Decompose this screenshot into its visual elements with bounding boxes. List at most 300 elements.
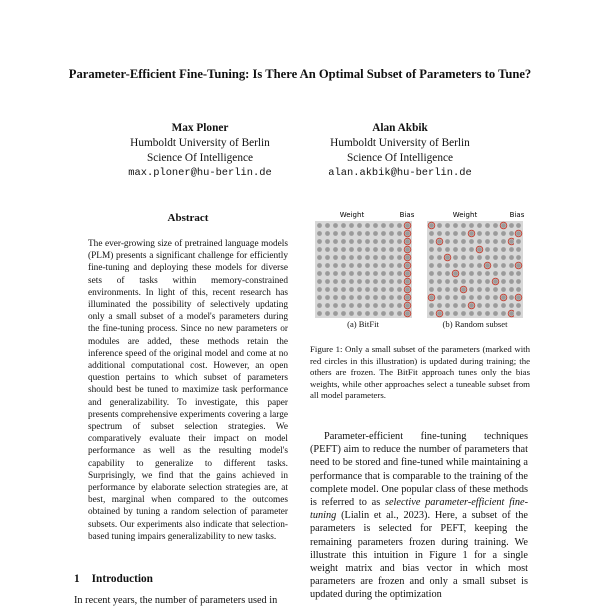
- frozen-parameter: [509, 279, 514, 284]
- frozen-parameter: [389, 271, 394, 276]
- frozen-parameter: [341, 287, 346, 292]
- frozen-parameter: [333, 239, 338, 244]
- frozen-parameter: [317, 271, 322, 276]
- label-weight-a: Weight: [339, 211, 365, 219]
- frozen-parameter: [389, 231, 394, 236]
- frozen-parameter: [437, 287, 442, 292]
- frozen-parameter: [357, 279, 362, 284]
- frozen-parameter: [493, 311, 498, 316]
- author-block: [300, 121, 500, 181]
- section-heading: [74, 573, 153, 585]
- frozen-parameter: [381, 255, 386, 260]
- paper-title: Parameter-Efficient Fine-Tuning: Is There An Optimal Subset of Parameters to Tune?: [68, 67, 532, 81]
- frozen-parameter: [357, 303, 362, 308]
- frozen-parameter: [516, 239, 521, 244]
- body-paragraph: [310, 430, 528, 600]
- frozen-parameter: [437, 239, 442, 244]
- frozen-parameter: [349, 247, 354, 252]
- frozen-parameter: [493, 295, 498, 300]
- frozen-parameter: [445, 311, 450, 316]
- frozen-parameter: [485, 303, 490, 308]
- frozen-parameter: [357, 271, 362, 276]
- frozen-parameter: [429, 255, 434, 260]
- frozen-parameter: [373, 303, 378, 308]
- frozen-parameter: [349, 287, 354, 292]
- frozen-parameter: [325, 263, 330, 268]
- frozen-parameter: [461, 239, 466, 244]
- frozen-parameter: [349, 255, 354, 260]
- frozen-parameter: [485, 295, 490, 300]
- frozen-parameter: [485, 223, 490, 228]
- frozen-parameter: [493, 271, 498, 276]
- frozen-parameter: [325, 271, 330, 276]
- frozen-parameter: [357, 231, 362, 236]
- intro-first-line: In recent years, the number of parameters used in: [74, 595, 278, 606]
- author-block: [100, 121, 300, 181]
- frozen-parameter: [461, 279, 466, 284]
- frozen-parameter: [477, 247, 482, 252]
- frozen-parameter: [357, 295, 362, 300]
- frozen-parameter: [493, 239, 498, 244]
- subcaption-bitfit: (a) BitFit: [347, 319, 379, 329]
- frozen-parameter: [325, 255, 330, 260]
- frozen-parameter: [445, 247, 450, 252]
- frozen-parameter: [453, 287, 458, 292]
- frozen-parameter: [357, 247, 362, 252]
- frozen-parameter: [333, 303, 338, 308]
- frozen-parameter: [405, 231, 410, 236]
- frozen-parameter: [469, 303, 474, 308]
- frozen-parameter: [373, 263, 378, 268]
- frozen-parameter: [373, 311, 378, 316]
- frozen-parameter: [509, 311, 514, 316]
- frozen-parameter: [493, 279, 498, 284]
- frozen-parameter: [341, 223, 346, 228]
- frozen-parameter: [333, 271, 338, 276]
- frozen-parameter: [453, 263, 458, 268]
- frozen-parameter: [493, 303, 498, 308]
- frozen-parameter: [485, 287, 490, 292]
- frozen-parameter: [365, 311, 370, 316]
- frozen-parameter: [365, 263, 370, 268]
- frozen-parameter: [469, 287, 474, 292]
- frozen-parameter: [397, 231, 402, 236]
- frozen-parameter: [341, 255, 346, 260]
- parameter-grid-illustration: [310, 208, 530, 320]
- frozen-parameter: [373, 255, 378, 260]
- frozen-parameter: [397, 247, 402, 252]
- frozen-parameter: [333, 255, 338, 260]
- frozen-parameter: [333, 279, 338, 284]
- frozen-parameter: [429, 223, 434, 228]
- frozen-parameter: [405, 279, 410, 284]
- frozen-parameter: [437, 231, 442, 236]
- frozen-parameter: [389, 279, 394, 284]
- section-number: 1: [74, 573, 80, 585]
- frozen-parameter: [477, 239, 482, 244]
- frozen-parameter: [461, 231, 466, 236]
- frozen-parameter: [317, 287, 322, 292]
- body-text-italic: selective parameter-efficient fine-tuning: [310, 497, 529, 522]
- frozen-parameter: [445, 303, 450, 308]
- frozen-parameter: [317, 311, 322, 316]
- frozen-parameter: [349, 279, 354, 284]
- frozen-parameter: [461, 223, 466, 228]
- frozen-parameter: [445, 231, 450, 236]
- frozen-parameter: [477, 263, 482, 268]
- frozen-parameter: [437, 271, 442, 276]
- frozen-parameter: [453, 303, 458, 308]
- frozen-parameter: [341, 239, 346, 244]
- frozen-parameter: [437, 311, 442, 316]
- frozen-parameter: [405, 295, 410, 300]
- frozen-parameter: [485, 311, 490, 316]
- author-email[interactable]: max.ploner@hu-berlin.de: [128, 167, 272, 179]
- frozen-parameter: [477, 223, 482, 228]
- subcaption-random: (b) Random subset: [442, 319, 508, 329]
- frozen-parameter: [389, 263, 394, 268]
- frozen-parameter: [429, 271, 434, 276]
- frozen-parameter: [333, 223, 338, 228]
- frozen-parameter: [341, 279, 346, 284]
- frozen-parameter: [325, 247, 330, 252]
- frozen-parameter: [429, 231, 434, 236]
- frozen-parameter: [493, 263, 498, 268]
- frozen-parameter: [477, 271, 482, 276]
- frozen-parameter: [461, 263, 466, 268]
- frozen-parameter: [461, 247, 466, 252]
- frozen-parameter: [453, 255, 458, 260]
- frozen-parameter: [405, 223, 410, 228]
- frozen-parameter: [341, 271, 346, 276]
- frozen-parameter: [365, 295, 370, 300]
- frozen-parameter: [333, 311, 338, 316]
- frozen-parameter: [373, 231, 378, 236]
- frozen-parameter: [333, 287, 338, 292]
- label-weight-b: Weight: [452, 211, 478, 219]
- frozen-parameter: [501, 231, 506, 236]
- frozen-parameter: [469, 231, 474, 236]
- frozen-parameter: [365, 271, 370, 276]
- frozen-parameter: [516, 279, 521, 284]
- frozen-parameter: [437, 247, 442, 252]
- frozen-parameter: [477, 311, 482, 316]
- frozen-parameter: [405, 271, 410, 276]
- frozen-parameter: [501, 303, 506, 308]
- frozen-parameter: [325, 231, 330, 236]
- frozen-parameter: [509, 239, 514, 244]
- frozen-parameter: [317, 223, 322, 228]
- author-group: Science Of Intelligence: [146, 152, 253, 164]
- frozen-parameter: [437, 223, 442, 228]
- frozen-parameter: [509, 223, 514, 228]
- frozen-parameter: [485, 231, 490, 236]
- frozen-parameter: [389, 247, 394, 252]
- frozen-parameter: [349, 263, 354, 268]
- frozen-parameter: [365, 255, 370, 260]
- frozen-parameter: [405, 287, 410, 292]
- frozen-parameter: [453, 231, 458, 236]
- frozen-parameter: [516, 255, 521, 260]
- frozen-parameter: [349, 223, 354, 228]
- frozen-parameter: [501, 223, 506, 228]
- frozen-parameter: [381, 239, 386, 244]
- frozen-parameter: [493, 255, 498, 260]
- frozen-parameter: [349, 231, 354, 236]
- frozen-parameter: [485, 271, 490, 276]
- frozen-parameter: [405, 263, 410, 268]
- frozen-parameter: [477, 255, 482, 260]
- frozen-parameter: [469, 271, 474, 276]
- frozen-parameter: [453, 279, 458, 284]
- frozen-parameter: [509, 271, 514, 276]
- frozen-parameter: [365, 239, 370, 244]
- frozen-parameter: [485, 239, 490, 244]
- frozen-parameter: [429, 279, 434, 284]
- frozen-parameter: [317, 247, 322, 252]
- frozen-parameter: [373, 279, 378, 284]
- frozen-parameter: [317, 295, 322, 300]
- frozen-parameter: [389, 239, 394, 244]
- frozen-parameter: [373, 247, 378, 252]
- frozen-parameter: [429, 295, 434, 300]
- frozen-parameter: [349, 311, 354, 316]
- frozen-parameter: [469, 295, 474, 300]
- frozen-parameter: [341, 303, 346, 308]
- frozen-parameter: [493, 287, 498, 292]
- frozen-parameter: [516, 223, 521, 228]
- frozen-parameter: [501, 295, 506, 300]
- frozen-parameter: [485, 247, 490, 252]
- frozen-parameter: [325, 295, 330, 300]
- frozen-parameter: [381, 223, 386, 228]
- frozen-parameter: [389, 311, 394, 316]
- frozen-parameter: [461, 271, 466, 276]
- frozen-parameter: [461, 295, 466, 300]
- frozen-parameter: [317, 303, 322, 308]
- frozen-parameter: [453, 271, 458, 276]
- frozen-parameter: [325, 239, 330, 244]
- frozen-parameter: [365, 279, 370, 284]
- frozen-parameter: [381, 279, 386, 284]
- frozen-parameter: [405, 311, 410, 316]
- frozen-parameter: [317, 279, 322, 284]
- frozen-parameter: [325, 287, 330, 292]
- frozen-parameter: [341, 263, 346, 268]
- frozen-parameter: [509, 255, 514, 260]
- frozen-parameter: [501, 239, 506, 244]
- body-text-1: Parameter-efficient fine-tuning techniques (PEFT) aim to reduce the number of parameters that need to be stored and fine-tuned while maintaining a performance that is comparable to the training of the complete model. One popular class of these methods is referred to as: [310, 431, 528, 509]
- frozen-parameter: [485, 263, 490, 268]
- frozen-parameter: [365, 223, 370, 228]
- frozen-parameter: [461, 287, 466, 292]
- frozen-parameter: [373, 239, 378, 244]
- frozen-parameter: [381, 247, 386, 252]
- frozen-parameter: [461, 303, 466, 308]
- frozen-parameter: [405, 239, 410, 244]
- frozen-parameter: [445, 255, 450, 260]
- frozen-parameter: [469, 247, 474, 252]
- frozen-parameter: [437, 303, 442, 308]
- frozen-parameter: [501, 287, 506, 292]
- frozen-parameter: [381, 263, 386, 268]
- frozen-parameter: [516, 271, 521, 276]
- frozen-parameter: [509, 263, 514, 268]
- frozen-parameter: [461, 311, 466, 316]
- frozen-parameter: [469, 255, 474, 260]
- author-group: Science Of Intelligence: [346, 152, 453, 164]
- frozen-parameter: [397, 223, 402, 228]
- frozen-parameter: [405, 303, 410, 308]
- frozen-parameter: [381, 295, 386, 300]
- frozen-parameter: [381, 287, 386, 292]
- frozen-parameter: [317, 255, 322, 260]
- frozen-parameter: [405, 255, 410, 260]
- frozen-parameter: [437, 295, 442, 300]
- frozen-parameter: [397, 279, 402, 284]
- frozen-parameter: [325, 279, 330, 284]
- frozen-parameter: [493, 223, 498, 228]
- frozen-parameter: [516, 311, 521, 316]
- frozen-parameter: [453, 295, 458, 300]
- frozen-parameter: [325, 303, 330, 308]
- frozen-parameter: [349, 271, 354, 276]
- label-bias-b: Bias: [509, 211, 525, 219]
- frozen-parameter: [429, 311, 434, 316]
- frozen-parameter: [516, 303, 521, 308]
- frozen-parameter: [445, 287, 450, 292]
- frozen-parameter: [341, 247, 346, 252]
- frozen-parameter: [445, 271, 450, 276]
- frozen-parameter: [461, 255, 466, 260]
- frozen-parameter: [389, 287, 394, 292]
- author-affiliation: Humboldt University of Berlin: [330, 137, 470, 149]
- frozen-parameter: [365, 247, 370, 252]
- frozen-parameter: [333, 295, 338, 300]
- frozen-parameter: [389, 303, 394, 308]
- frozen-parameter: [509, 231, 514, 236]
- frozen-parameter: [437, 263, 442, 268]
- frozen-parameter: [365, 287, 370, 292]
- frozen-parameter: [437, 279, 442, 284]
- frozen-parameter: [477, 295, 482, 300]
- frozen-parameter: [509, 303, 514, 308]
- frozen-parameter: [493, 231, 498, 236]
- frozen-parameter: [357, 239, 362, 244]
- frozen-parameter: [397, 311, 402, 316]
- frozen-parameter: [397, 263, 402, 268]
- frozen-parameter: [501, 255, 506, 260]
- frozen-parameter: [389, 223, 394, 228]
- frozen-parameter: [453, 247, 458, 252]
- author-email[interactable]: alan.akbik@hu-berlin.de: [328, 167, 472, 179]
- frozen-parameter: [397, 255, 402, 260]
- author-name: Max Ploner: [171, 122, 229, 134]
- frozen-parameter: [516, 287, 521, 292]
- frozen-parameter: [389, 255, 394, 260]
- frozen-parameter: [429, 263, 434, 268]
- frozen-parameter: [317, 263, 322, 268]
- frozen-parameter: [509, 247, 514, 252]
- frozen-parameter: [445, 295, 450, 300]
- frozen-parameter: [469, 279, 474, 284]
- frozen-parameter: [333, 231, 338, 236]
- abstract-heading: Abstract: [167, 212, 209, 224]
- figure-caption: Figure 1: Only a small subset of the parameters (marked with red circles in this illustration) is updated during training; the others are frozen. The BitFit approach tunes only the bias weights, while other approaches select a tuneable subset from all model parameters.: [310, 344, 530, 400]
- frozen-parameter: [381, 311, 386, 316]
- frozen-parameter: [357, 287, 362, 292]
- frozen-parameter: [429, 239, 434, 244]
- frozen-parameter: [516, 295, 521, 300]
- frozen-parameter: [317, 231, 322, 236]
- author-affiliation: Humboldt University of Berlin: [130, 137, 270, 149]
- frozen-parameter: [477, 287, 482, 292]
- frozen-parameter: [325, 311, 330, 316]
- frozen-parameter: [429, 303, 434, 308]
- frozen-parameter: [485, 255, 490, 260]
- frozen-parameter: [357, 223, 362, 228]
- author-name: Alan Akbik: [372, 122, 428, 134]
- frozen-parameter: [341, 311, 346, 316]
- frozen-parameter: [469, 239, 474, 244]
- frozen-parameter: [381, 271, 386, 276]
- frozen-parameter: [381, 303, 386, 308]
- frozen-parameter: [341, 295, 346, 300]
- frozen-parameter: [357, 255, 362, 260]
- frozen-parameter: [397, 295, 402, 300]
- frozen-parameter: [325, 223, 330, 228]
- frozen-parameter: [477, 279, 482, 284]
- abstract-text: The ever-growing size of pretrained language models (PLM) presents a significant challenge for efficiently fine-tuning and deploying these models for diverse sets of tasks within memory-constrained environments. In light of this, recent research has illuminated the possibility of selectively updating only a small subset of a model's parameters during the fine-tuning process. Since no new parameters or modules are added, these methods retain the inference speed of the original model and come at no additional computational cost. However, an open question pertains to which subset of parameters should best be tuned to maximize task performance and generalizability. To investigate, this paper presents comprehensive experiments covering a large spectrum of subset selection strategies. We comparatively evaluate their impact on model performance as well as the resulting model's capability to generalize to different tasks. Surprisingly, we find that the gains achieved in performance by elaborate selection strategies are, at best, marginal when compared to the outcomes obtained by tuning a random selection of parameter subsets. Our experiments also indicate that selection-based tuning impairs generalizability to new tasks.: [88, 239, 288, 542]
- frozen-parameter: [397, 287, 402, 292]
- frozen-parameter: [357, 263, 362, 268]
- frozen-parameter: [397, 303, 402, 308]
- frozen-parameter: [373, 287, 378, 292]
- frozen-parameter: [469, 311, 474, 316]
- frozen-parameter: [389, 295, 394, 300]
- frozen-parameter: [333, 263, 338, 268]
- frozen-parameter: [445, 263, 450, 268]
- frozen-parameter: [381, 231, 386, 236]
- frozen-parameter: [501, 279, 506, 284]
- frozen-parameter: [453, 223, 458, 228]
- frozen-parameter: [341, 231, 346, 236]
- frozen-parameter: [373, 271, 378, 276]
- frozen-parameter: [477, 303, 482, 308]
- frozen-parameter: [429, 247, 434, 252]
- frozen-parameter: [373, 295, 378, 300]
- frozen-parameter: [445, 239, 450, 244]
- frozen-parameter: [333, 247, 338, 252]
- frozen-parameter: [485, 279, 490, 284]
- frozen-parameter: [405, 247, 410, 252]
- frozen-parameter: [437, 255, 442, 260]
- frozen-parameter: [445, 279, 450, 284]
- frozen-parameter: [349, 303, 354, 308]
- frozen-parameter: [501, 247, 506, 252]
- frozen-parameter: [516, 263, 521, 268]
- frozen-parameter: [365, 303, 370, 308]
- frozen-parameter: [509, 287, 514, 292]
- frozen-parameter: [477, 231, 482, 236]
- frozen-parameter: [501, 311, 506, 316]
- frozen-parameter: [349, 239, 354, 244]
- frozen-parameter: [397, 239, 402, 244]
- frozen-parameter: [516, 231, 521, 236]
- frozen-parameter: [469, 223, 474, 228]
- frozen-parameter: [509, 295, 514, 300]
- label-bias-a: Bias: [399, 211, 415, 219]
